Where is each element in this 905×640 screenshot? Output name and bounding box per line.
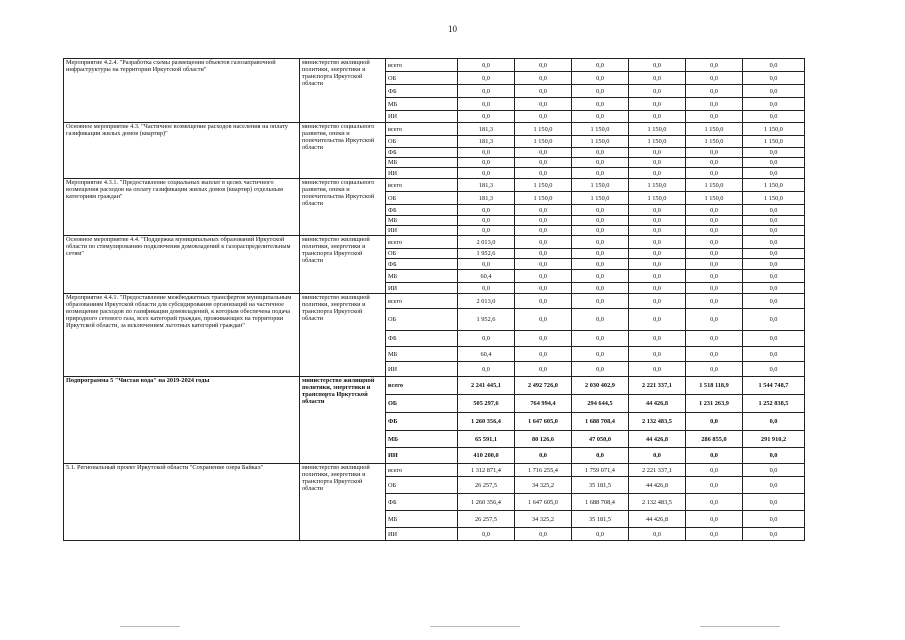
funding-source-cell: ФБ — [386, 259, 458, 270]
amount-cell: 0,0 — [515, 59, 572, 72]
amount-cell: 0,0 — [515, 72, 572, 85]
amount-cell: 0,0 — [686, 270, 743, 283]
table-row — [64, 59, 805, 72]
amount-cell: 0,0 — [629, 98, 686, 111]
amount-cell: 0,0 — [686, 98, 743, 111]
amount-cell: 1 952,6 — [458, 249, 515, 259]
funding-source-cell: ИИ — [386, 168, 458, 179]
funding-source-cell: ИИ — [386, 226, 458, 236]
funding-source-cell: ФБ — [386, 148, 458, 158]
amount-cell: 0,0 — [629, 362, 686, 377]
funding-source-cell: ФБ — [386, 85, 458, 98]
amount-cell: 0,0 — [743, 205, 805, 216]
table-row — [64, 294, 805, 309]
amount-cell: 0,0 — [458, 259, 515, 270]
amount-cell: 1 544 748,7 — [743, 377, 805, 395]
executor-cell: министерство жилищной политики, энергетики и транспорта Иркутской области — [300, 236, 386, 294]
amount-cell: 2 221 337,1 — [629, 377, 686, 395]
amount-cell: 0,0 — [743, 259, 805, 270]
amount-cell: 0,0 — [686, 362, 743, 377]
amount-cell: 1 150,0 — [515, 136, 572, 148]
amount-cell: 1 952,6 — [458, 309, 515, 331]
amount-cell: 0,0 — [515, 158, 572, 168]
amount-cell: 1 260 356,4 — [458, 494, 515, 511]
funding-source-cell: МБ — [386, 347, 458, 362]
amount-cell: 0,0 — [743, 477, 805, 494]
executor-cell: министерство жилищной политики, энергетики и транспорта Иркутской области — [300, 377, 386, 464]
amount-cell: 0,0 — [743, 270, 805, 283]
amount-cell: 0,0 — [458, 168, 515, 179]
amount-cell: 1 647 605,0 — [515, 494, 572, 511]
funding-source-cell: всего — [386, 294, 458, 309]
amount-cell: 47 050,0 — [572, 431, 629, 448]
amount-cell: 0,0 — [572, 249, 629, 259]
amount-cell: 0,0 — [686, 448, 743, 464]
amount-cell: 1 688 708,4 — [572, 494, 629, 511]
executor-cell: министерство жилищной политики, энергетики и транспорта Иркутской области — [300, 294, 386, 377]
amount-cell: 1 716 255,4 — [515, 464, 572, 477]
funding-source-cell: ОБ — [386, 136, 458, 148]
amount-cell: 35 181,5 — [572, 477, 629, 494]
amount-cell: 26 257,5 — [458, 511, 515, 528]
amount-cell: 1 252 838,5 — [743, 395, 805, 413]
amount-cell: 0,0 — [629, 85, 686, 98]
amount-cell: 0,0 — [743, 528, 805, 541]
amount-cell: 1 150,0 — [743, 136, 805, 148]
amount-cell: 0,0 — [572, 158, 629, 168]
amount-cell: 2 241 445,1 — [458, 377, 515, 395]
amount-cell: 0,0 — [629, 205, 686, 216]
amount-cell: 0,0 — [743, 59, 805, 72]
funding-source-cell: МБ — [386, 158, 458, 168]
activity-name-cell: Мероприятие 4.2.4. "Разработка схемы размещения объектов газозаправочной инфраструктуры на территории Иркутской области" — [64, 59, 300, 123]
amount-cell: 44 426,8 — [629, 511, 686, 528]
amount-cell: 0,0 — [572, 283, 629, 294]
amount-cell: 0,0 — [686, 205, 743, 216]
amount-cell: 2 132 483,5 — [629, 494, 686, 511]
amount-cell: 0,0 — [572, 331, 629, 347]
funding-source-cell: ИИ — [386, 283, 458, 294]
amount-cell: 1 150,0 — [515, 179, 572, 192]
amount-cell: 0,0 — [515, 168, 572, 179]
amount-cell: 0,0 — [629, 294, 686, 309]
funding-source-cell: ИИ — [386, 448, 458, 464]
amount-cell: 1 150,0 — [515, 123, 572, 136]
funding-source-cell: ИИ — [386, 362, 458, 377]
amount-cell: 44 426,8 — [629, 431, 686, 448]
amount-cell: 0,0 — [629, 168, 686, 179]
amount-cell: 0,0 — [629, 216, 686, 226]
funding-source-cell: ОБ — [386, 395, 458, 413]
amount-cell: 0,0 — [686, 294, 743, 309]
amount-cell: 0,0 — [743, 249, 805, 259]
amount-cell: 0,0 — [743, 236, 805, 249]
activity-name-cell: 5.1. Региональный проект Иркутской области "Сохранение озера Байкал" — [64, 464, 300, 541]
amount-cell: 0,0 — [686, 259, 743, 270]
table-row — [64, 377, 805, 395]
amount-cell: 0,0 — [515, 85, 572, 98]
amount-cell: 2 013,0 — [458, 236, 515, 249]
amount-cell: 0,0 — [515, 283, 572, 294]
funding-source-cell: ОБ — [386, 309, 458, 331]
amount-cell: 0,0 — [572, 168, 629, 179]
activity-name-cell: Основное мероприятие 4.4. "Поддержка муниципальных образований Иркутской области по стимулированию подключения домовладений к газораспределительным сетям" — [64, 236, 300, 294]
amount-cell: 1 260 356,4 — [458, 413, 515, 431]
funding-source-cell: ИИ — [386, 111, 458, 123]
amount-cell: 0,0 — [458, 148, 515, 158]
amount-cell: 294 644,5 — [572, 395, 629, 413]
amount-cell: 0,0 — [629, 347, 686, 362]
amount-cell: 0,0 — [686, 477, 743, 494]
amount-cell: 0,0 — [572, 85, 629, 98]
amount-cell: 0,0 — [629, 331, 686, 347]
amount-cell: 0,0 — [743, 294, 805, 309]
amount-cell: 0,0 — [572, 111, 629, 123]
amount-cell: 0,0 — [515, 362, 572, 377]
amount-cell: 0,0 — [515, 528, 572, 541]
amount-cell: 0,0 — [572, 259, 629, 270]
activity-name-cell: Мероприятие 4.4.1. "Предоставление межбюджетных трансфертов муниципальным образованиям Иркутской области для субсидирования организаций на частичное возмещение расходов по газификации домовладений, к которым обеспечена подача природного сетевого газа, всех категорий граждан, проживающих на территории Иркутской области, за исключением льготных категорий граждан" — [64, 294, 300, 377]
amount-cell: 0,0 — [686, 331, 743, 347]
amount-cell: 34 325,2 — [515, 511, 572, 528]
amount-cell: 1 150,0 — [686, 179, 743, 192]
amount-cell: 0,0 — [572, 98, 629, 111]
funding-source-cell: ФБ — [386, 205, 458, 216]
amount-cell: 1 150,0 — [686, 136, 743, 148]
amount-cell: 2 132 483,5 — [629, 413, 686, 431]
amount-cell: 1 312 871,4 — [458, 464, 515, 477]
amount-cell: 505 297,6 — [458, 395, 515, 413]
amount-cell: 410 200,0 — [458, 448, 515, 464]
executor-cell: министерство жилищной политики, энергетики и транспорта Иркутской области — [300, 464, 386, 541]
amount-cell: 1 150,0 — [686, 192, 743, 205]
amount-cell: 0,0 — [686, 148, 743, 158]
amount-cell: 0,0 — [743, 98, 805, 111]
amount-cell: 0,0 — [458, 85, 515, 98]
amount-cell: 0,0 — [743, 216, 805, 226]
amount-cell: 0,0 — [458, 59, 515, 72]
amount-cell: 0,0 — [686, 216, 743, 226]
amount-cell: 1 647 605,0 — [515, 413, 572, 431]
amount-cell: 0,0 — [629, 448, 686, 464]
funding-source-cell: всего — [386, 464, 458, 477]
amount-cell: 0,0 — [515, 98, 572, 111]
amount-cell: 0,0 — [686, 72, 743, 85]
table-row — [64, 179, 805, 192]
page-number: 10 — [448, 24, 457, 34]
amount-cell: 0,0 — [458, 283, 515, 294]
amount-cell: 0,0 — [515, 270, 572, 283]
funding-source-cell: ОБ — [386, 72, 458, 85]
amount-cell: 181,3 — [458, 123, 515, 136]
amount-cell: 1 150,0 — [629, 123, 686, 136]
amount-cell: 0,0 — [743, 283, 805, 294]
amount-cell: 0,0 — [743, 168, 805, 179]
amount-cell: 0,0 — [572, 148, 629, 158]
amount-cell: 1 688 708,4 — [572, 413, 629, 431]
funding-source-cell: ФБ — [386, 331, 458, 347]
amount-cell: 0,0 — [686, 511, 743, 528]
amount-cell: 1 150,0 — [572, 123, 629, 136]
amount-cell: 0,0 — [572, 362, 629, 377]
amount-cell: 44 426,8 — [629, 477, 686, 494]
activity-name-cell: Подпрограмма 5 "Чистая вода" на 2019-2024 годы — [64, 377, 300, 464]
amount-cell: 0,0 — [572, 205, 629, 216]
amount-cell: 1 150,0 — [629, 179, 686, 192]
amount-cell: 0,0 — [629, 528, 686, 541]
amount-cell: 0,0 — [572, 270, 629, 283]
funding-source-cell: МБ — [386, 270, 458, 283]
amount-cell: 0,0 — [743, 362, 805, 377]
amount-cell: 0,0 — [743, 85, 805, 98]
funding-source-cell: ОБ — [386, 249, 458, 259]
amount-cell: 0,0 — [458, 216, 515, 226]
amount-cell: 0,0 — [458, 528, 515, 541]
funding-source-cell: всего — [386, 123, 458, 136]
scan-artifact-line — [700, 626, 780, 627]
amount-cell: 0,0 — [629, 226, 686, 236]
amount-cell: 181,3 — [458, 192, 515, 205]
amount-cell: 0,0 — [686, 249, 743, 259]
amount-cell: 286 855,0 — [686, 431, 743, 448]
amount-cell: 0,0 — [629, 111, 686, 123]
amount-cell: 0,0 — [572, 216, 629, 226]
amount-cell: 0,0 — [515, 347, 572, 362]
amount-cell: 0,0 — [629, 158, 686, 168]
amount-cell: 0,0 — [686, 464, 743, 477]
amount-cell: 0,0 — [515, 331, 572, 347]
amount-cell: 1 150,0 — [515, 192, 572, 205]
amount-cell: 291 910,2 — [743, 431, 805, 448]
amount-cell: 0,0 — [686, 413, 743, 431]
amount-cell: 0,0 — [515, 294, 572, 309]
amount-cell: 0,0 — [515, 111, 572, 123]
amount-cell: 0,0 — [743, 148, 805, 158]
scan-artifact-line — [120, 626, 180, 627]
funding-source-cell: ОБ — [386, 192, 458, 205]
amount-cell: 0,0 — [458, 331, 515, 347]
amount-cell: 0,0 — [515, 148, 572, 158]
funding-source-cell: всего — [386, 179, 458, 192]
amount-cell: 0,0 — [686, 494, 743, 511]
amount-cell: 0,0 — [458, 362, 515, 377]
amount-cell: 0,0 — [572, 72, 629, 85]
amount-cell: 0,0 — [572, 448, 629, 464]
activity-name-cell: Мероприятие 4.3.1. "Предоставление социальных выплат в целях частичного возмещения расходов на оплату газификации жилых домов (квартир) отдельным категориям граждан" — [64, 179, 300, 236]
amount-cell: 0,0 — [686, 226, 743, 236]
amount-cell: 1 150,0 — [686, 123, 743, 136]
amount-cell: 1 150,0 — [572, 136, 629, 148]
executor-cell: министерство жилищной политики, энергетики и транспорта Иркутской области — [300, 59, 386, 123]
table-row — [64, 464, 805, 477]
amount-cell: 0,0 — [572, 226, 629, 236]
amount-cell: 0,0 — [572, 528, 629, 541]
amount-cell: 60,4 — [458, 270, 515, 283]
table-row — [64, 236, 805, 249]
funding-source-cell: всего — [386, 377, 458, 395]
amount-cell: 44 426,8 — [629, 395, 686, 413]
amount-cell: 0,0 — [686, 528, 743, 541]
funding-source-cell: ФБ — [386, 494, 458, 511]
amount-cell: 0,0 — [686, 347, 743, 362]
amount-cell: 0,0 — [743, 511, 805, 528]
amount-cell: 0,0 — [743, 158, 805, 168]
amount-cell: 65 591,1 — [458, 431, 515, 448]
amount-cell: 181,3 — [458, 136, 515, 148]
amount-cell: 1 150,0 — [743, 192, 805, 205]
funding-source-cell: МБ — [386, 216, 458, 226]
amount-cell: 1 150,0 — [629, 192, 686, 205]
amount-cell: 0,0 — [629, 259, 686, 270]
amount-cell: 1 150,0 — [743, 179, 805, 192]
amount-cell: 0,0 — [572, 236, 629, 249]
amount-cell: 0,0 — [743, 448, 805, 464]
amount-cell: 0,0 — [686, 309, 743, 331]
amount-cell: 181,3 — [458, 179, 515, 192]
amount-cell: 0,0 — [458, 72, 515, 85]
amount-cell: 0,0 — [686, 111, 743, 123]
amount-cell: 0,0 — [458, 111, 515, 123]
amount-cell: 0,0 — [458, 158, 515, 168]
amount-cell: 0,0 — [515, 236, 572, 249]
funding-source-cell: МБ — [386, 431, 458, 448]
amount-cell: 0,0 — [572, 294, 629, 309]
amount-cell: 34 325,2 — [515, 477, 572, 494]
amount-cell: 0,0 — [572, 59, 629, 72]
amount-cell: 0,0 — [629, 249, 686, 259]
amount-cell: 2 221 337,1 — [629, 464, 686, 477]
amount-cell: 60,4 — [458, 347, 515, 362]
funding-source-cell: МБ — [386, 511, 458, 528]
amount-cell: 0,0 — [686, 283, 743, 294]
amount-cell: 1 150,0 — [743, 123, 805, 136]
amount-cell: 0,0 — [458, 98, 515, 111]
amount-cell: 0,0 — [629, 236, 686, 249]
amount-cell: 0,0 — [743, 413, 805, 431]
amount-cell: 1 759 071,4 — [572, 464, 629, 477]
amount-cell: 2 013,0 — [458, 294, 515, 309]
amount-cell: 0,0 — [629, 72, 686, 85]
financing-table — [63, 58, 805, 541]
amount-cell: 0,0 — [686, 168, 743, 179]
amount-cell: 0,0 — [515, 205, 572, 216]
amount-cell: 0,0 — [743, 111, 805, 123]
executor-cell: министерство социального развития, опеки и попечительства Иркутской области — [300, 123, 386, 179]
amount-cell: 1 231 263,9 — [686, 395, 743, 413]
amount-cell: 1 150,0 — [629, 136, 686, 148]
table-row — [64, 123, 805, 136]
amount-cell: 80 126,6 — [515, 431, 572, 448]
funding-source-cell: всего — [386, 236, 458, 249]
funding-source-cell: ИИ — [386, 528, 458, 541]
amount-cell: 0,0 — [629, 148, 686, 158]
amount-cell: 0,0 — [458, 226, 515, 236]
funding-source-cell: всего — [386, 59, 458, 72]
amount-cell: 0,0 — [629, 59, 686, 72]
amount-cell: 0,0 — [686, 59, 743, 72]
amount-cell: 0,0 — [515, 259, 572, 270]
amount-cell: 0,0 — [629, 309, 686, 331]
amount-cell: 0,0 — [629, 283, 686, 294]
amount-cell: 0,0 — [515, 448, 572, 464]
amount-cell: 0,0 — [686, 85, 743, 98]
amount-cell: 0,0 — [743, 464, 805, 477]
amount-cell: 0,0 — [743, 494, 805, 511]
funding-source-cell: ОБ — [386, 477, 458, 494]
amount-cell: 0,0 — [686, 236, 743, 249]
amount-cell: 1 150,0 — [572, 179, 629, 192]
amount-cell: 0,0 — [515, 226, 572, 236]
funding-source-cell: МБ — [386, 98, 458, 111]
amount-cell: 2 030 402,9 — [572, 377, 629, 395]
executor-cell: министерство социального развития, опеки и попечительства Иркутской области — [300, 179, 386, 236]
amount-cell: 764 994,4 — [515, 395, 572, 413]
amount-cell: 1 518 118,9 — [686, 377, 743, 395]
amount-cell: 0,0 — [515, 309, 572, 331]
amount-cell: 0,0 — [743, 72, 805, 85]
amount-cell: 0,0 — [743, 226, 805, 236]
amount-cell: 0,0 — [743, 309, 805, 331]
amount-cell: 0,0 — [572, 347, 629, 362]
amount-cell: 0,0 — [458, 205, 515, 216]
funding-source-cell: ФБ — [386, 413, 458, 431]
amount-cell: 1 150,0 — [572, 192, 629, 205]
amount-cell: 2 492 726,0 — [515, 377, 572, 395]
amount-cell: 0,0 — [629, 270, 686, 283]
activity-name-cell: Основное мероприятие 4.3. "Частичное возмещение расходов населения на оплату газификации жилых домов (квартир)" — [64, 123, 300, 179]
amount-cell: 0,0 — [515, 216, 572, 226]
amount-cell: 0,0 — [515, 249, 572, 259]
amount-cell: 0,0 — [686, 158, 743, 168]
scan-artifact-line — [430, 626, 520, 627]
amount-cell: 26 257,5 — [458, 477, 515, 494]
amount-cell: 35 181,5 — [572, 511, 629, 528]
amount-cell: 0,0 — [572, 309, 629, 331]
amount-cell: 0,0 — [743, 347, 805, 362]
amount-cell: 0,0 — [743, 331, 805, 347]
